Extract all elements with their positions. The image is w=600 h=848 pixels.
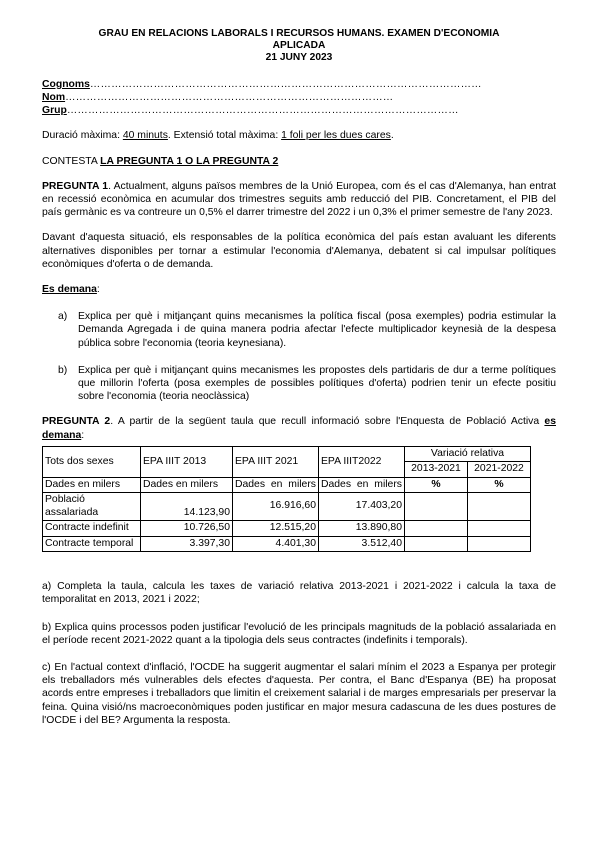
units-col3: Dades en milers [319,477,405,492]
cell-var2[interactable] [468,521,531,536]
row-label: Contracte temporal [43,536,141,551]
table-header-row [43,446,531,461]
cell-2021: 12.515,20 [233,521,319,536]
answer-prefix: CONTESTA [42,155,101,167]
extension-prefix: . Extensió total màxima: [167,130,282,142]
group-label: Grup [42,105,67,117]
q1-item-b-marker: b) [58,364,68,376]
cell-var1[interactable] [405,536,468,551]
header-col1: EPA IIIT 2013 [141,446,233,477]
header-variation: Variació relativa [405,446,531,461]
q2-label: PREGUNTA 2 [42,416,111,428]
header-var1: 2013-2021 [405,462,468,477]
group-dots: ………………………………………………………………………………………………… [66,105,459,117]
cell-var1[interactable] [405,521,468,536]
duration-value: 40 minuts [122,130,168,142]
cell-2022: 17.403,20 [319,493,405,521]
cell-2013: 10.726,50 [141,521,233,536]
answer-value: LA PREGUNTA 1 O LA PREGUNTA 2 [100,155,279,167]
exam-date: 21 JUNY 2023 [265,52,333,64]
units-col0: Dades en milers [43,477,141,492]
q2-item-a: a) Completa la taula, calcula les taxes de variació relativa 2013-2021 i 2021-2022 i calcula la taxa de temporalitat en 2013, 2021 i 2022; [42,581,556,606]
units-col1: Dades en milers [141,477,233,492]
row-label: Contracte indefinit [43,521,141,536]
name-dots: ………………………………………………………………………………… [65,91,394,103]
table-row [43,521,531,536]
q1-item-a-text: Explica per què i mitjançant quins mecanismes la política fiscal (posa exemples) podria estimular la Demanda Agregada i de quina manera podria afectar l'efecte multiplicador keynesià de la despesa pública sobre l'economia (teoria keynesiana). [78,311,556,349]
name-field[interactable] [42,91,556,104]
q2-intro-bold: es demana [42,416,556,441]
epa-table [42,446,531,552]
header-col2: EPA IIIT 2021 [233,446,319,477]
q2-intro-suffix: : [81,429,85,441]
cell-2022: 3.512,40 [319,536,405,551]
q1-para2: Davant d'aquesta situació, els responsables de la política econòmica del país estan avaluant les diferents alternatives disponibles per tornar a estimular l'economia d'Alemanya, debatent si cal impulsar polítiques econòmiques d'oferta o de demanda. [42,232,556,270]
duration-prefix: Duració màxima: [42,130,123,142]
header-col3: EPA IIIT2022 [319,446,405,477]
q1-item-a-marker: a) [58,311,68,323]
cell-2013: 3.397,30 [141,536,233,551]
cell-2021: 4.401,30 [233,536,319,551]
group-field[interactable] [42,104,556,117]
q1-item-b [58,364,556,404]
q2-intro-text: . A partir de la següent taula que recull informació sobre l'Enquesta de Població Activa [110,416,545,428]
q1-intro-text: . Actualment, alguns països membres de la Unió Europea, com és el cas d'Alemanya, han entrat en recessió econòmica en acumular dos trimestres seguits amb reducció del PIB. Concretament, el PIB del país germànic es va contreure un 0,5% el darrer trimestre del 2022 i un 0,3% el primer semestre de l'any 2023. [42,180,556,219]
q1-item-a [58,310,556,350]
q1-asked [42,283,556,296]
extension-value: 1 foli per les dues cares [281,130,391,142]
cell-var2[interactable] [468,536,531,551]
name-label: Nom [42,91,66,103]
surname-dots: ………………………………………………………………………………………………… [89,78,482,90]
cell-var2[interactable] [468,493,531,521]
q1-item-b-text: Explica per què i mitjançant quins mecanismes les propostes dels partidaris de dur a terme polítiques que millorin l'oferta (posa exemples de possibles polítiques d'oferta) podrien tenir un efecte positiu sobre l'economia (teoria neoclàssica) [78,364,556,403]
cell-2021: 16.916,60 [233,493,319,521]
title-line-1: GRAU EN RELACIONS LABORALS I RECURSOS HUMANS. EXAMEN D'ECONOMIA [98,28,500,39]
exam-page [42,28,556,727]
cell-var1[interactable] [405,493,468,521]
header-col0: Tots dos sexes [43,446,141,477]
q1-asked-label: Es demana [42,283,97,295]
table-row [43,536,531,551]
q1-label: PREGUNTA 1 [42,180,109,192]
extension-suffix: . [390,130,394,142]
header-var2: 2021-2022 [468,462,531,477]
row-label: Població assalariada [43,493,141,521]
answer-instruction [42,155,556,168]
duration-line [42,129,556,142]
table-row [43,493,531,521]
cell-2013: 14.123,90 [141,493,233,521]
q1-asked-suffix: : [96,283,100,295]
q2-item-b: b) Explica quins processos poden justificar l'evolució de les principals magnituds de la població assalariada en el període recent 2021-2022 quant a la tipologia dels seus contractes (indefinits i temporals). [42,621,556,646]
table-units-row [43,477,531,492]
units-var2: % [468,477,531,492]
units-var1: % [405,477,468,492]
student-fields [42,78,556,118]
surname-label: Cognoms [42,78,90,90]
exam-title [42,28,556,65]
q2-item-c: c) En l'actual context d'inflació, l'OCDE ha suggerit augmentar el salari mínim el 2023 a Espanya per protegir els treballadors més vulnerables dels efectes d'aquesta. Per contra, el Banc d'Espanya (BE) ha proposat acords entre empreses i treballadors que limitin el creixement salarial i de marges empresarials per preservar la feina. Quina visió/ns macroeconòmiques poden justificar en major mesura cadascuna de les dues postures de l'OCDE i del BE? Argumenta la resposta. [42,661,556,726]
units-col2: Dades en milers [233,477,319,492]
q1-intro [42,180,556,220]
title-line-2: APLICADA [272,40,326,52]
q2-intro [42,415,556,441]
cell-2022: 13.890,80 [319,521,405,536]
surname-field[interactable] [42,78,556,91]
